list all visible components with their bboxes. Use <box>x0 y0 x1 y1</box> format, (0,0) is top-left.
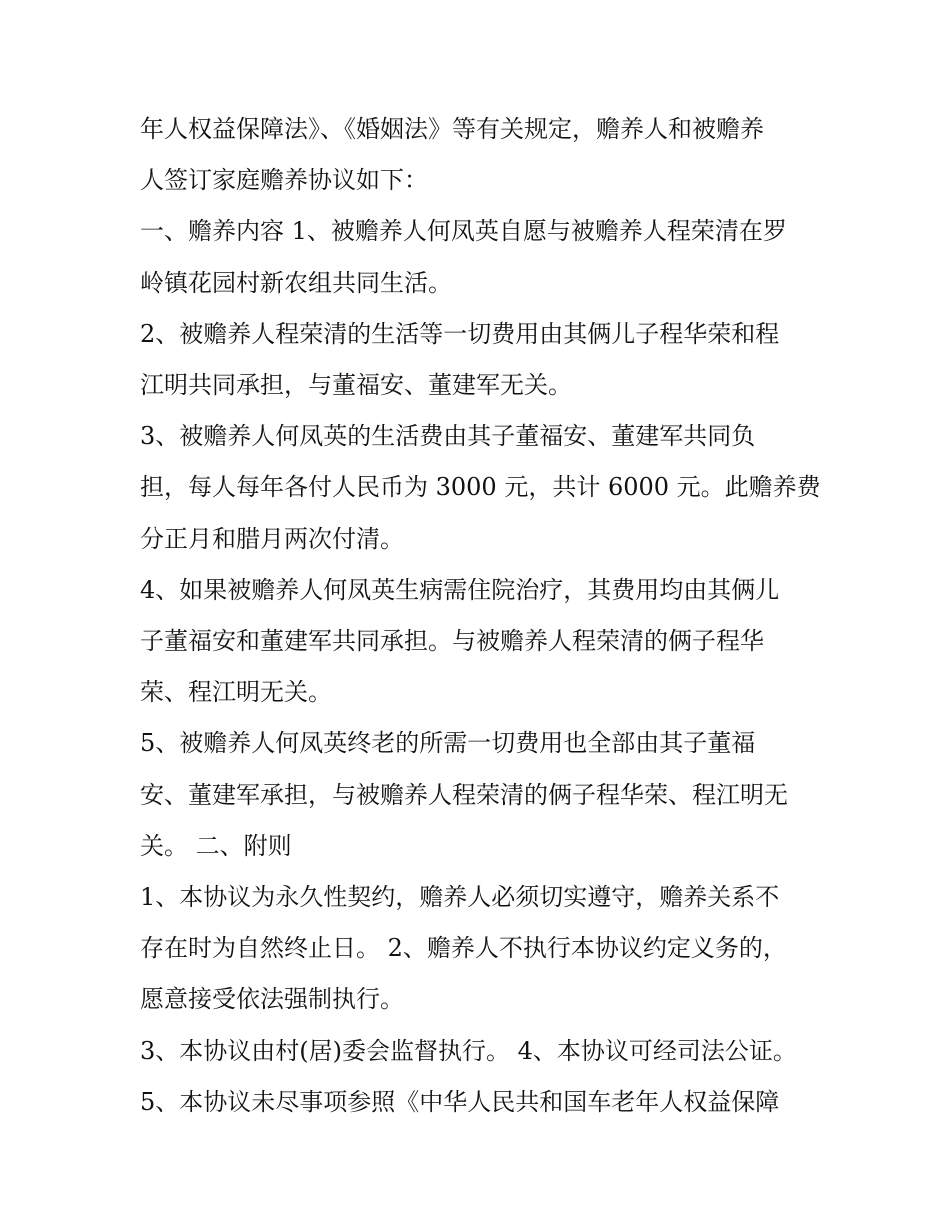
text-line: 江明共同承担，与董福安、董建军无关。 <box>140 371 572 400</box>
text-line: 分正月和腊月两次付清。 <box>140 524 404 553</box>
text-line: 2、被赡养人程荣清的生活等一切费用由其俩儿子程华荣和程 <box>140 319 780 348</box>
text-line: 3、被赡养人何凤英的生活费由其子董福安、董建军共同负 <box>140 422 756 451</box>
text-line: 存在时为自然终止日。 2、赡养人不执行本协议约定义务的， <box>140 934 787 963</box>
document-body <box>140 104 830 1128</box>
text-line: 担，每人每年各付人民币为 3000 元，共计 6000 元。此赡养费 <box>140 473 821 502</box>
text-line: 5、被赡养人何凤英终老的所需一切费用也全部由其子董福 <box>140 729 756 758</box>
text-line: 关。 二、附则 <box>140 831 292 860</box>
text-line: 愿意接受依法强制执行。 <box>140 985 404 1014</box>
text-line: 1、本协议为永久性契约，赡养人必须切实遵守，赡养关系不 <box>140 883 780 912</box>
text-line: 4、如果被赡养人何凤英生病需住院治疗，其费用均由其俩儿 <box>140 575 780 604</box>
text-line: 5、本协议未尽事项参照《中华人民共和国车老年人权益保障 <box>140 1087 780 1116</box>
text-line: 年人权益保障法》、《婚姻法》等有关规定，赡养人和被赡养 <box>140 115 764 143</box>
text-line: 岭镇花园村新农组共同生活。 <box>140 268 452 297</box>
text-line: 安、董建军承担，与被赡养人程荣清的俩子程华荣、程江明无 <box>140 780 788 809</box>
text-line: 荣、程江明无关。 <box>140 678 332 707</box>
text-line: 子董福安和董建军共同承担。与被赡养人程荣清的俩子程华 <box>140 627 764 656</box>
text-line: 一、赡养内容 1、被赡养人何凤英自愿与被赡养人程荣清在罗 <box>140 217 787 246</box>
text-line: 人签订家庭赡养协议如下： <box>140 166 428 195</box>
text-line: 3、本协议由村(居)委会监督执行。 4、本协议可经司法公证。 <box>140 1036 797 1065</box>
